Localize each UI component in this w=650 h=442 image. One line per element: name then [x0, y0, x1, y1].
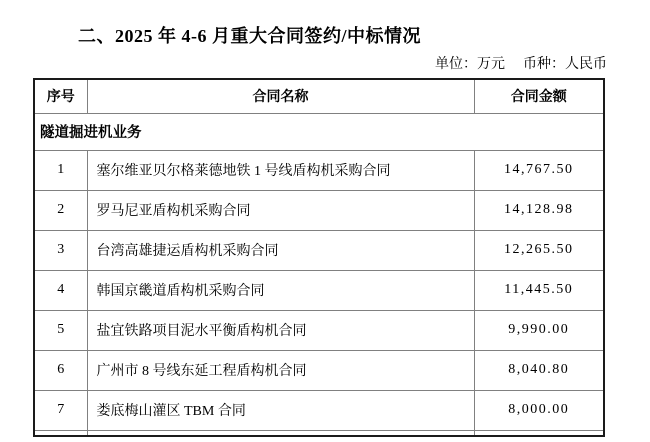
- contracts-table: [33, 78, 605, 437]
- contract-amount-cell: 14,128.98: [474, 190, 604, 230]
- contract-name-cell: 盐宜铁路项目泥水平衡盾构机合同: [87, 310, 474, 350]
- contract-amount-cell: 14,767.50: [474, 150, 604, 190]
- row-index: 4: [34, 270, 87, 310]
- row-index: 1: [34, 150, 87, 190]
- partial-cell: [87, 430, 474, 436]
- row-index: 7: [34, 390, 87, 430]
- column-header-contract-amount: 合同金额: [474, 79, 604, 113]
- partial-cell: [34, 430, 87, 436]
- contract-name-cell: 台湾高雄捷运盾构机采购合同: [87, 230, 474, 270]
- column-header-index: 序号: [34, 79, 87, 113]
- row-index: 6: [34, 350, 87, 390]
- table-row: [34, 190, 604, 230]
- contract-name-cell: 娄底梅山灌区 TBM 合同: [87, 390, 474, 430]
- row-index: 5: [34, 310, 87, 350]
- contract-amount-cell: 8,000.00: [474, 390, 604, 430]
- contract-amount-cell: 12,265.50: [474, 230, 604, 270]
- column-header-contract-name: 合同名称: [87, 79, 474, 113]
- row-index: 3: [34, 230, 87, 270]
- contract-amount-cell: 9,990.00: [474, 310, 604, 350]
- contract-name-cell: 罗马尼亚盾构机采购合同: [87, 190, 474, 230]
- partial-next-row: [34, 430, 604, 436]
- table-row: [34, 150, 604, 190]
- contract-name-cell: 韩国京畿道盾构机采购合同: [87, 270, 474, 310]
- contract-amount-cell: 8,040.80: [474, 350, 604, 390]
- contract-name-cell: 广州市 8 号线东延工程盾构机合同: [87, 350, 474, 390]
- section-heading: 二、2025 年 4-6 月重大合同签约/中标情况: [78, 26, 421, 46]
- contract-name-cell: 塞尔维亚贝尔格莱德地铁 1 号线盾构机采购合同: [87, 150, 474, 190]
- table-header-row: [34, 79, 604, 113]
- table-row: [34, 310, 604, 350]
- business-segment-label: 隧道掘进机业务: [34, 113, 604, 150]
- table-row: [34, 270, 604, 310]
- currency-label: 币种：人民币: [523, 57, 607, 72]
- table-row: [34, 350, 604, 390]
- partial-cell: [474, 430, 604, 436]
- unit-currency-note: [435, 53, 607, 73]
- contract-amount-cell: 11,445.50: [474, 270, 604, 310]
- unit-label: 单位：万元: [435, 57, 505, 72]
- table-row: [34, 390, 604, 430]
- row-index: 2: [34, 190, 87, 230]
- business-segment-row: [34, 113, 604, 150]
- table-row: [34, 230, 604, 270]
